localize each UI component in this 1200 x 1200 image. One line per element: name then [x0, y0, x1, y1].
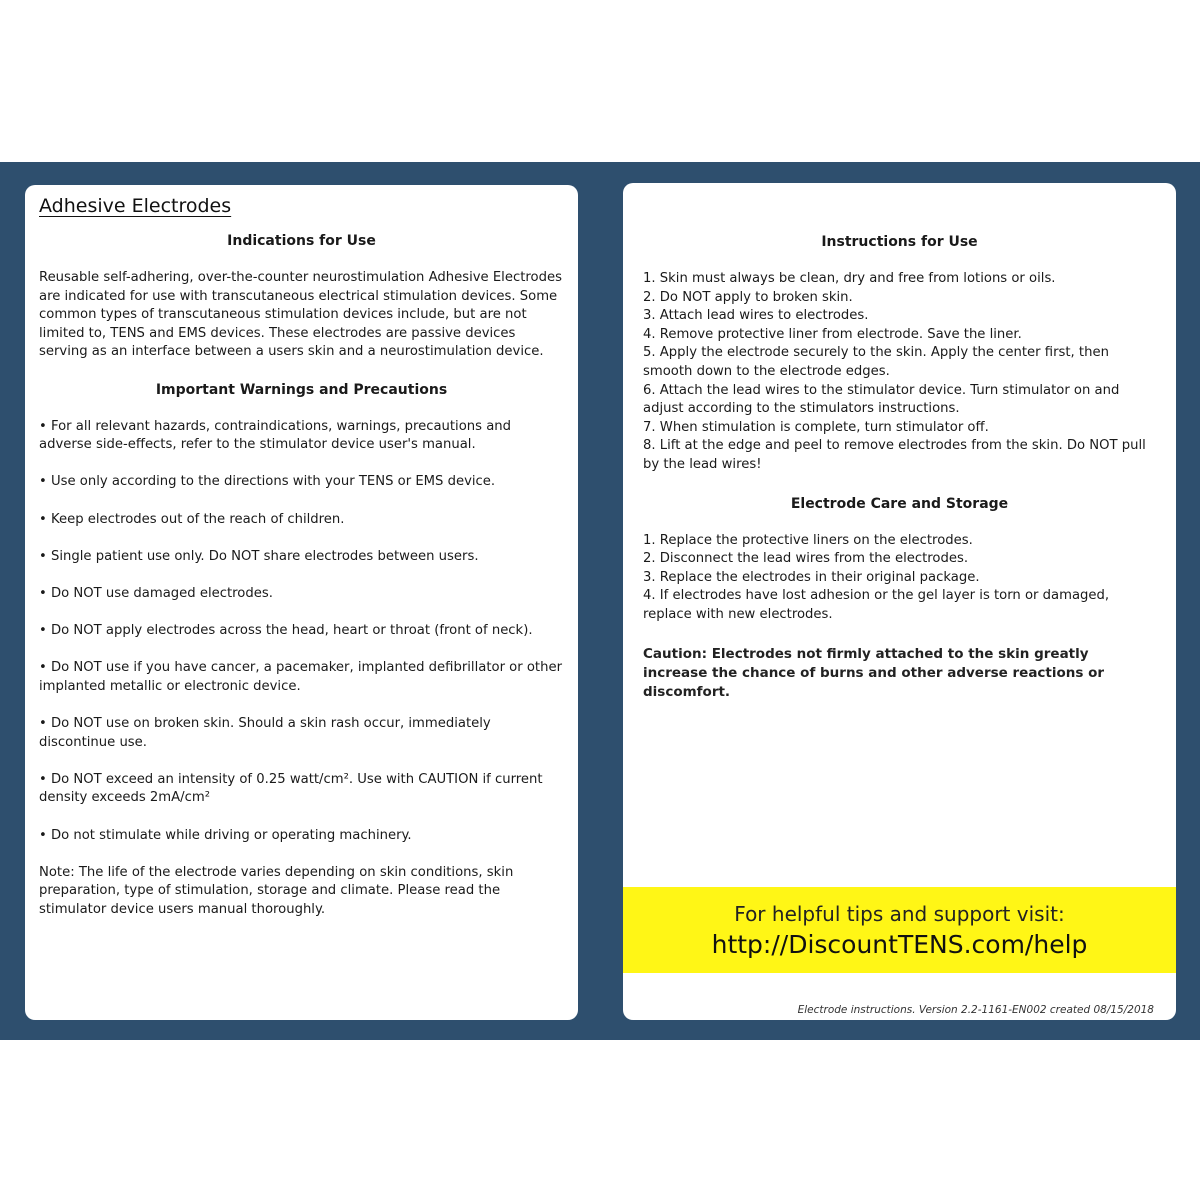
- instruction-step: 8. Lift at the edge and peel to remove electrodes from the skin. Do NOT pull by the lead wires!: [643, 438, 1146, 472]
- warning-item: • Keep electrodes out of the reach of children.: [39, 511, 345, 527]
- care-step: 3. Replace the electrodes in their original package.: [643, 569, 980, 585]
- caution-text: Caution: Electrodes not firmly attached to the skin greatly increase the chance of burns and other adverse reactions or discomfort.: [643, 645, 1105, 700]
- warning-item: • Do NOT apply electrodes across the head, heart or throat (front of neck).: [39, 623, 533, 639]
- warning-item: • Do NOT exceed an intensity of 0.25 watt/cm². Use with CAUTION if current density exceeds 2mA/cm²: [39, 771, 543, 806]
- document-title: Adhesive Electrodes: [39, 195, 232, 217]
- care-step: 2. Disconnect the lead wires from the electrodes.: [643, 551, 969, 567]
- support-banner: [623, 887, 1176, 973]
- instruction-step: 5. Apply the electrode securely to the skin. Apply the center first, then smooth down to the electrode edges.: [643, 345, 1109, 379]
- instructions-list: [643, 270, 1156, 475]
- left-card: [25, 185, 578, 1020]
- instruction-step: 4. Remove protective liner from electrode. Save the liner.: [643, 326, 1022, 342]
- care-step: 4. If electrodes have lost adhesion or the gel layer is torn or damaged, replace with new electrodes.: [643, 588, 1110, 622]
- care-step: 1. Replace the protective liners on the electrodes.: [643, 532, 973, 548]
- indications-heading: Indications for Use: [227, 233, 376, 249]
- support-text: For helpful tips and support visit:: [734, 902, 1065, 926]
- warning-item: • Do NOT use damaged electrodes.: [39, 585, 273, 601]
- version-footer: Electrode instructions. Version 2.2-1161-EN002 created 08/15/2018: [797, 1004, 1154, 1016]
- warnings-list: [39, 418, 564, 846]
- warning-item: • Use only according to the directions with your TENS or EMS device.: [39, 474, 496, 490]
- note-text: Note: The life of the electrode varies depending on skin conditions, skin preparation, type of stimulation, storage and climate. Please read the stimulator device users manual thoroughly.: [39, 864, 514, 917]
- care-heading: Electrode Care and Storage: [790, 495, 1009, 512]
- warning-item: • Single patient use only. Do NOT share electrodes between users.: [39, 548, 479, 564]
- instruction-step: 1. Skin must always be clean, dry and free from lotions or oils.: [643, 271, 1056, 286]
- warning-item: • Do NOT use if you have cancer, a pacemaker, implanted defibrillator or other implanted metallic or electronic device.: [39, 660, 562, 694]
- warning-item: • Do NOT use on broken skin. Should a skin rash occur, immediately discontinue use.: [39, 716, 491, 750]
- instruction-step: 2. Do NOT apply to broken skin.: [643, 289, 853, 305]
- warning-item: • Do not stimulate while driving or operating machinery.: [39, 827, 412, 843]
- warnings-heading: Important Warnings and Precautions: [155, 381, 448, 398]
- care-list: [643, 532, 1156, 625]
- indications-text: Reusable self-adhering, over-the-counter neurostimulation Adhesive Electrodes are indicated for use with transcutaneous electrical stimulation devices. Some common types of transcutaneous stimulation devices include, but are not limited to, TENS and EMS devices. These electrodes are passive devices serving as an interface between a users skin and a neurostimulation device.: [39, 270, 562, 360]
- instructions-heading: Instructions for Use: [821, 234, 978, 250]
- instruction-step: 7. When stimulation is complete, turn stimulator off.: [643, 419, 989, 435]
- right-card: [623, 183, 1176, 1020]
- instruction-step: 6. Attach the lead wires to the stimulator device. Turn stimulator on and adjust according to the stimulators instructions.: [643, 382, 1120, 417]
- instruction-step: 3. Attach lead wires to electrodes.: [643, 308, 869, 324]
- warning-item: • For all relevant hazards, contraindications, warnings, precautions and adverse side-effects, refer to the stimulator device user's manual.: [39, 418, 512, 453]
- support-link[interactable]: http://DiscountTENS.com/help: [711, 930, 1088, 959]
